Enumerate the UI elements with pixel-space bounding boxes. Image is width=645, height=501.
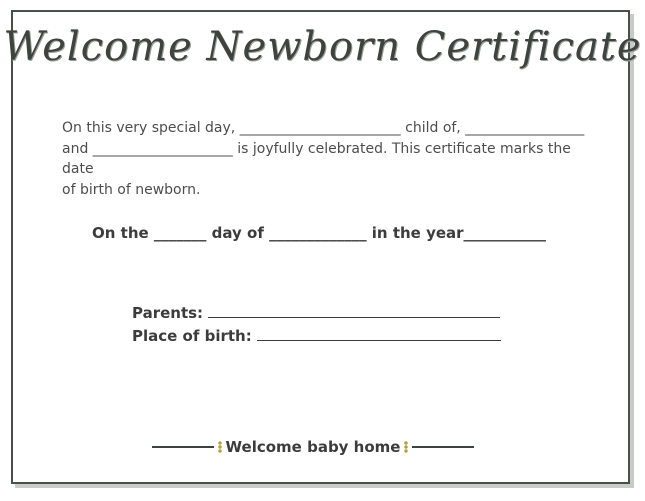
birth-date-line: On the _______ day of _____________ in the year___________ (92, 224, 547, 242)
birthplace-label: Place of birth: (132, 327, 252, 345)
parents-label: Parents: (132, 304, 204, 322)
birthplace-field (132, 327, 501, 345)
ornament-dots-right-icon (404, 441, 408, 453)
intro-paragraph (62, 118, 602, 200)
border-shadow-bottom (15, 484, 634, 488)
intro-line-3: of birth of newborn. (62, 181, 201, 198)
ornament-dots-left-icon (218, 441, 222, 453)
parents-field (132, 304, 500, 322)
intro-line-2: and ____________________ is joyfully celebrated. This certificate marks the date (62, 140, 571, 177)
certificate-border (11, 10, 630, 484)
birthplace-input-line (257, 328, 501, 341)
intro-line-1: On this very special day, _______________________ child of, _________________ (62, 120, 585, 136)
border-shadow-right (630, 14, 634, 488)
footer-text: Welcome baby home (225, 438, 401, 456)
parents-input-line (208, 305, 500, 318)
footer-ornament (152, 436, 474, 458)
certificate-title: Welcome Newborn Certificate (3, 24, 642, 70)
footer-divider-left (152, 446, 214, 448)
footer-divider-right (412, 446, 474, 448)
